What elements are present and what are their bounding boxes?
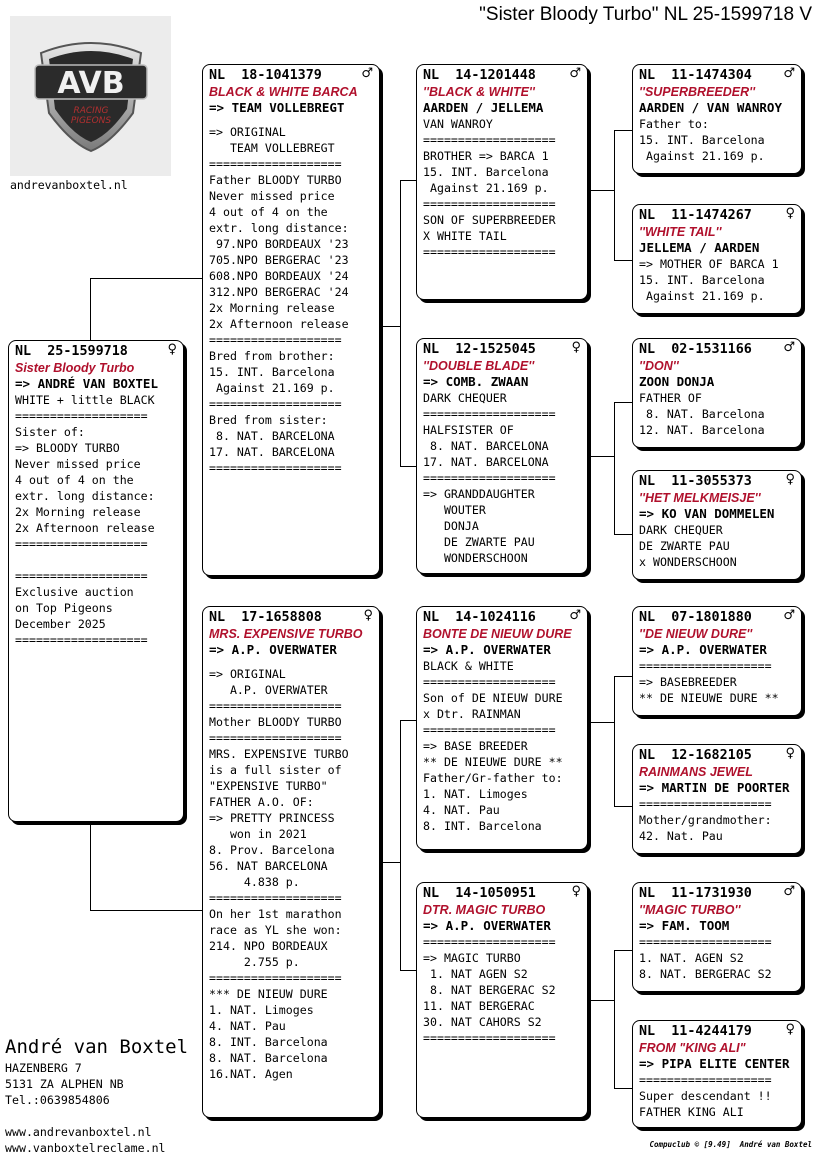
website-link[interactable]: www.vanboxtelreclame.nl	[5, 1141, 166, 1155]
info-line: DONJA	[423, 519, 479, 533]
info-line: *** DE NIEUW DURE	[209, 987, 328, 1001]
info-line: 16.NAT. Agen	[209, 1067, 293, 1081]
pigeon-card-mother	[202, 606, 380, 1118]
info-line: 2x Morning release	[209, 301, 335, 315]
info-line: 4.838 p.	[209, 875, 300, 889]
connector	[614, 806, 632, 807]
info-line: 8. NAT. Barcelona	[639, 407, 765, 421]
pigeon-owner: => MARTIN DE POORTER	[639, 780, 790, 795]
info-line: is a full sister of	[209, 763, 342, 777]
info-line: Bred from brother:	[209, 349, 335, 363]
address-line: HAZENBERG 7	[5, 1061, 82, 1075]
info-line: 15. INT. Barcelona	[209, 365, 335, 379]
pigeon-owner: => A.P. OVERWATER	[423, 918, 551, 933]
pigeon-owner: => A.P. OVERWATER	[639, 642, 767, 657]
info-line: ===================	[423, 133, 556, 147]
info-line: => ORIGINAL	[209, 667, 286, 681]
info-line: on Top Pigeons	[15, 601, 113, 615]
male-icon: ♂	[569, 608, 581, 623]
info-line: 4 out of 4 on the	[209, 205, 328, 219]
connector	[614, 402, 632, 403]
info-line: 2.755 p.	[209, 955, 300, 969]
ring-number: NL 11-1731930 ♂	[639, 884, 795, 901]
page-title: "Sister Bloody Turbo" NL 25-1599718 V	[479, 4, 812, 25]
info-line: => ORIGINAL	[209, 125, 286, 139]
info-line: ===================	[15, 537, 148, 551]
info-line: 15. INT. Barcelona	[639, 133, 765, 147]
connector	[614, 950, 615, 1088]
ring-number: NL 11-1474304 ♂	[639, 66, 795, 83]
info-line: Against 21.169 p.	[209, 381, 335, 395]
pigeon-card-ff	[416, 64, 588, 300]
info-line	[15, 552, 177, 568]
info-line: A.P. OVERWATER	[209, 683, 328, 697]
info-line: X WHITE TAIL	[423, 229, 507, 243]
male-icon: ♂	[783, 608, 795, 623]
female-icon: ♀	[571, 340, 581, 355]
female-icon: ♀	[785, 746, 795, 761]
connector	[400, 466, 417, 467]
info-line: ===================	[209, 891, 342, 905]
pigeon-card-mmm	[632, 1020, 802, 1128]
pigeon-owner: => FAM. TOOM	[639, 918, 730, 933]
info-line: ===================	[423, 675, 556, 689]
info-line: MRS. EXPENSIVE TURBO	[209, 747, 349, 761]
info-line: FATHER KING ALI	[639, 1105, 744, 1119]
info-line: 8. NAT. BERGERAC S2	[639, 967, 772, 981]
pigeon-name: BLACK & WHITE BARCA	[209, 85, 358, 99]
info-line: DE ZWARTE PAU	[423, 535, 535, 549]
info-line: ===================	[639, 935, 772, 949]
info-line: 17. NAT. BARCELONA	[423, 455, 549, 469]
pigeon-card-fmf	[632, 338, 802, 448]
connector	[588, 456, 614, 457]
connector	[614, 402, 615, 534]
female-icon: ♀	[785, 1022, 795, 1037]
connector	[90, 910, 204, 911]
info-line: => GRANDDAUGHTER	[423, 487, 535, 501]
pigeon-name: ''DE NIEUW DURE''	[639, 627, 753, 641]
info-line: DE ZWARTE PAU	[639, 539, 730, 553]
info-line: race as YL she won:	[209, 923, 342, 937]
info-line: 17. NAT. BARCELONA	[209, 445, 335, 459]
info-line: ===================	[639, 659, 772, 673]
info-line: BLACK & WHITE	[423, 659, 514, 673]
connector	[400, 180, 417, 181]
info-line: => MAGIC TURBO	[423, 951, 521, 965]
female-icon: ♀	[785, 472, 795, 487]
info-line: Father BLOODY TURBO	[209, 173, 342, 187]
ring-number: NL 18-1041379 ♂	[209, 66, 373, 83]
info-line: 11. NAT BERGERAC	[423, 999, 535, 1013]
connector	[614, 130, 615, 260]
ring-number: NL 02-1531166 ♂	[639, 340, 795, 357]
info-line: Sister of:	[15, 425, 85, 439]
info-line: DARK CHEQUER	[639, 523, 723, 537]
pigeon-name: ''MAGIC TURBO''	[639, 903, 741, 917]
info-line: ===================	[639, 1073, 772, 1087]
connector	[614, 676, 632, 677]
info-line: 1. NAT. Limoges	[209, 1003, 314, 1017]
pigeon-owner: ZOON DONJA	[639, 374, 715, 389]
pigeon-card-mm	[416, 882, 588, 1118]
info-line: VAN WANROY	[423, 117, 493, 131]
info-line: ===================	[209, 731, 342, 745]
info-line: 2x Afternoon release	[15, 521, 155, 535]
pigeon-name: ''SUPERBREEDER''	[639, 85, 756, 99]
pigeon-name: DTR. MAGIC TURBO	[423, 903, 546, 917]
connector	[400, 970, 417, 971]
phone-line: Tel.:0639854806	[5, 1093, 110, 1107]
info-line: 8. NAT BERGERAC S2	[423, 983, 556, 997]
info-line: 8. NAT. BARCELONA	[423, 439, 549, 453]
info-line: FATHER A.O. OF:	[209, 795, 314, 809]
info-line: BROTHER => BARCA 1	[423, 149, 549, 163]
info-line: WOUTER	[423, 503, 486, 517]
pigeon-card-fmm	[632, 470, 802, 580]
info-line: WHITE + little BLACK	[15, 393, 155, 407]
pigeon-owner: => KO VAN DOMMELEN	[639, 506, 775, 521]
info-line: 42. Nat. Pau	[639, 829, 723, 843]
pigeon-name: MRS. EXPENSIVE TURBO	[209, 627, 363, 641]
info-line	[209, 116, 373, 124]
info-line: ===================	[639, 797, 772, 811]
info-line: WONDERSCHOON	[423, 551, 528, 565]
pigeon-name: ''DOUBLE BLADE''	[423, 359, 535, 373]
info-line: ===================	[209, 699, 342, 713]
connector	[614, 676, 615, 806]
pigeon-name: ''BLACK & WHITE''	[423, 85, 535, 99]
svg-text:PIGEONS: PIGEONS	[70, 116, 111, 126]
connector	[588, 1000, 614, 1001]
pigeon-name: RAINMANS JEWEL	[639, 765, 753, 779]
connector	[400, 720, 417, 721]
connector	[90, 278, 204, 279]
connector	[90, 822, 91, 910]
info-line: => PRETTY PRINCESS	[209, 811, 335, 825]
info-line: 1. NAT. AGEN S2	[639, 951, 744, 965]
pigeon-name: ''WHITE TAIL''	[639, 225, 722, 239]
pigeon-owner: => A.P. OVERWATER	[209, 642, 337, 657]
info-line: => BLOODY TURBO	[15, 441, 120, 455]
svg-text:RACING: RACING	[72, 106, 109, 116]
pigeon-card-mf	[416, 606, 588, 850]
info-line: ===================	[423, 723, 556, 737]
info-line: On her 1st marathon	[209, 907, 342, 921]
info-line: 4. NAT. Pau	[423, 803, 500, 817]
avb-logo	[10, 16, 171, 176]
info-line: 214. NPO BORDEAUX	[209, 939, 328, 953]
info-line: 12. NAT. Barcelona	[639, 423, 765, 437]
info-line: 4. NAT. Pau	[209, 1019, 286, 1033]
male-icon: ♂	[361, 66, 373, 81]
info-line: ===================	[423, 935, 556, 949]
info-line: "EXPENSIVE TURBO"	[209, 779, 328, 793]
info-line: Against 21.169 p.	[639, 289, 765, 303]
info-line: ** DE NIEUWE DURE **	[639, 691, 779, 705]
female-icon: ♀	[571, 884, 581, 899]
address-line: 5131 ZA ALPHEN NB	[5, 1077, 124, 1091]
ring-number: NL 14-1024116 ♂	[423, 608, 581, 625]
pigeon-card-mmf	[632, 882, 802, 992]
info-line: ===================	[423, 1031, 556, 1045]
info-line: Super descendant !!	[639, 1089, 772, 1103]
pigeon-name: BONTE DE NIEUW DURE	[423, 627, 572, 641]
info-line: extr. long distance:	[15, 489, 155, 503]
ring-number: NL 11-1474267 ♀	[639, 206, 795, 223]
info-line: => MOTHER OF BARCA 1	[639, 257, 779, 271]
pigeon-owner: AARDEN / VAN WANROY	[639, 100, 782, 115]
info-line: ===================	[209, 157, 342, 171]
pigeon-name: Sister Bloody Turbo	[15, 361, 135, 375]
connector	[400, 180, 401, 466]
breeder-websites	[5, 1124, 166, 1156]
info-line: ===================	[423, 245, 556, 259]
info-line: 8. INT. Barcelona	[423, 819, 542, 833]
info-line: 15. INT. Barcelona	[639, 273, 765, 287]
connector	[588, 190, 614, 191]
info-line: ===================	[15, 409, 148, 423]
pigeon-card-mfm	[632, 744, 802, 854]
info-line: Mother/grandmother:	[639, 813, 772, 827]
info-line: ===================	[209, 397, 342, 411]
info-line: 2x Morning release	[15, 505, 141, 519]
info-line: Never missed price	[209, 189, 335, 203]
info-line: ** DE NIEUWE DURE **	[423, 755, 563, 769]
info-line: 8. NAT. Barcelona	[209, 1051, 328, 1065]
female-icon: ♀	[785, 206, 795, 221]
info-line: ===================	[209, 461, 342, 475]
info-line: ===================	[423, 471, 556, 485]
pigeon-name: FROM "KING ALI"	[639, 1041, 746, 1055]
connector	[588, 722, 614, 723]
info-line: 312.NPO BERGERAC '24	[209, 285, 349, 299]
pigeon-owner: AARDEN / JELLEMA	[423, 100, 544, 115]
pigeon-name: ''DON''	[639, 359, 679, 373]
info-line: extr. long distance:	[209, 221, 349, 235]
connector	[380, 326, 400, 327]
logo-site: andrevanboxtel.nl	[10, 178, 128, 192]
pigeon-card-fm	[416, 338, 588, 574]
info-line: DARK CHEQUER	[423, 391, 507, 405]
info-line: x WONDERSCHOON	[639, 555, 737, 569]
pigeon-card-ffm	[632, 204, 802, 314]
breeder-address	[5, 1060, 124, 1108]
info-line: 1. NAT AGEN S2	[423, 967, 528, 981]
svg-text:AVB: AVB	[56, 66, 125, 101]
info-line: Bred from sister:	[209, 413, 328, 427]
ring-number: NL 11-3055373 ♀	[639, 472, 795, 489]
pigeon-card-fff	[632, 64, 802, 174]
connector	[614, 130, 632, 131]
info-line: 8. NAT. BARCELONA	[209, 429, 335, 443]
male-icon: ♂	[783, 66, 795, 81]
ring-number: NL 14-1050951 ♀	[423, 884, 581, 901]
pigeon-card-father	[202, 64, 380, 576]
info-line: ===================	[423, 407, 556, 421]
info-line: 30. NAT CAHORS S2	[423, 1015, 542, 1029]
info-line: Father/Gr-father to:	[423, 771, 563, 785]
info-line: December 2025	[15, 617, 106, 631]
info-line: ===================	[209, 971, 342, 985]
info-line: 56. NAT BARCELONA	[209, 859, 328, 873]
female-icon: ♀	[363, 608, 373, 623]
info-line: x Dtr. RAINMAN	[423, 707, 521, 721]
ring-number: NL 12-1525045 ♀	[423, 340, 581, 357]
info-line: HALFSISTER OF	[423, 423, 514, 437]
pigeon-owner: => PIPA ELITE CENTER	[639, 1056, 790, 1071]
info-line: ===================	[15, 633, 148, 647]
connector	[614, 950, 632, 951]
pigeon-owner: => ANDRÉ VAN BOXTEL	[15, 376, 158, 391]
info-line: FATHER OF	[639, 391, 702, 405]
ring-number: NL 12-1682105 ♀	[639, 746, 795, 763]
ring-number: NL 14-1201448 ♂	[423, 66, 581, 83]
connector	[400, 720, 401, 970]
info-line: Mother BLOODY TURBO	[209, 715, 342, 729]
info-line: TEAM VOLLEBREGT	[209, 141, 335, 155]
connector	[614, 260, 632, 261]
info-line: 8. Prov. Barcelona	[209, 843, 335, 857]
male-icon: ♂	[783, 340, 795, 355]
info-line: won in 2021	[209, 827, 307, 841]
info-line: Never missed price	[15, 457, 141, 471]
connector	[614, 1088, 632, 1089]
pigeon-owner: => TEAM VOLLEBREGT	[209, 100, 345, 115]
info-line: => BASEBREEDER	[639, 675, 737, 689]
info-line: 2x Afternoon release	[209, 317, 349, 331]
info-line: => BASE BREEDER	[423, 739, 528, 753]
connector	[90, 278, 91, 340]
info-line: 15. INT. Barcelona	[423, 165, 549, 179]
info-line: Father to:	[639, 117, 709, 131]
pigeon-card-mff	[632, 606, 802, 716]
info-line: 8. INT. Barcelona	[209, 1035, 328, 1049]
pigeon-owner: => A.P. OVERWATER	[423, 642, 551, 657]
pigeon-owner: JELLEMA / AARDEN	[639, 240, 760, 255]
info-line: 4 out of 4 on the	[15, 473, 134, 487]
ring-number: NL 07-1801880 ♂	[639, 608, 795, 625]
info-line: Against 21.169 p.	[423, 181, 549, 195]
pigeon-card-main	[8, 340, 184, 822]
info-line: 705.NPO BERGERAC '23	[209, 253, 349, 267]
connector	[614, 534, 632, 535]
info-line: Against 21.169 p.	[639, 149, 765, 163]
info-line: Exclusive auction	[15, 585, 134, 599]
pigeon-owner: => COMB. ZWAAN	[423, 374, 529, 389]
male-icon: ♂	[783, 884, 795, 899]
footer-credit: Compuclub © [9.49] André van Boxtel	[649, 1140, 812, 1149]
male-icon: ♂	[569, 66, 581, 81]
ring-number: NL 11-4244179 ♀	[639, 1022, 795, 1039]
info-line: Son of DE NIEUW DURE	[423, 691, 563, 705]
pigeon-name: ''HET MELKMEISJE''	[639, 491, 761, 505]
info-line: ===================	[15, 569, 148, 583]
info-line: ===================	[209, 333, 342, 347]
info-line	[209, 658, 373, 666]
info-line: SON OF SUPERBREEDER	[423, 213, 556, 227]
connector	[380, 862, 400, 863]
info-line: 1. NAT. Limoges	[423, 787, 528, 801]
ring-number: NL 25-1599718 ♀	[15, 342, 177, 359]
info-line: ===================	[423, 197, 556, 211]
breeder-name: André van Boxtel	[5, 1036, 189, 1058]
female-icon: ♀	[167, 342, 177, 357]
website-link[interactable]: www.andrevanboxtel.nl	[5, 1125, 152, 1139]
shield-icon	[21, 31, 161, 161]
ring-number: NL 17-1658808 ♀	[209, 608, 373, 625]
info-line: 608.NPO BORDEAUX '24	[209, 269, 349, 283]
info-line: 97.NPO BORDEAUX '23	[209, 237, 349, 251]
